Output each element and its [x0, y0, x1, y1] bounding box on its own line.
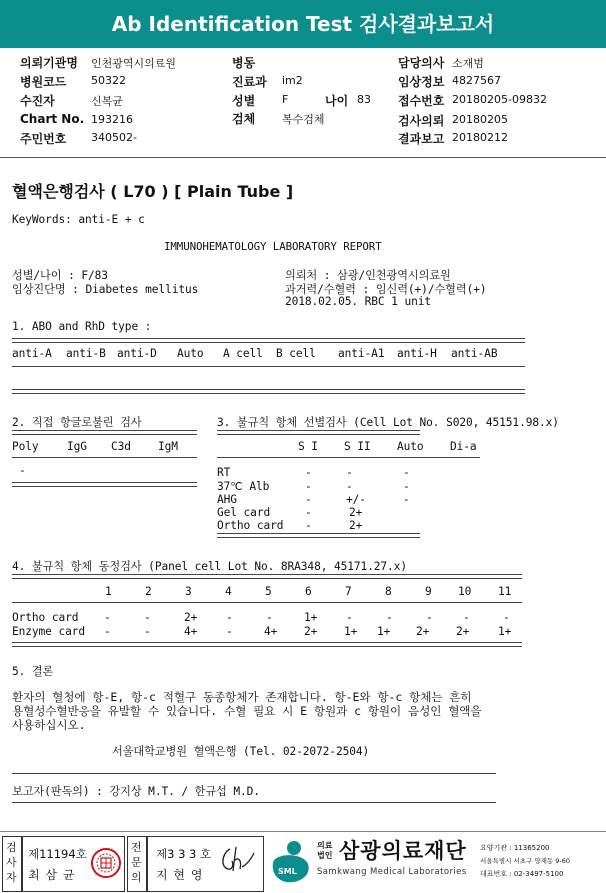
info-value: 20180212: [452, 131, 508, 144]
sec4-cell: -: [386, 611, 393, 624]
sec3-cell: -: [305, 519, 312, 532]
sec4-cell: -: [226, 625, 233, 638]
info-value: 20180205-09832: [452, 93, 547, 106]
sec1-title: 1. ABO and RhD type :: [12, 320, 152, 333]
sec4-header: 3: [185, 585, 192, 598]
sec1-header: A cell: [223, 347, 263, 360]
sec2-header: C3d: [111, 440, 131, 453]
sec4-cell: -: [346, 611, 353, 624]
double-rule: [217, 533, 420, 538]
lab-report-title: IMMUNOHEMATOLOGY LABORATORY REPORT: [164, 240, 382, 253]
sec4-header: 11: [498, 585, 512, 598]
sml-logo-text: SML: [278, 867, 297, 876]
sec4-row-name: Enzyme card: [12, 625, 85, 638]
info-label: 담당의사: [398, 56, 445, 70]
sec4-header: 8: [385, 585, 392, 598]
info-label: 수진자: [20, 94, 55, 108]
info-value: im2: [282, 74, 303, 87]
sec4-cell: 1+: [377, 625, 391, 638]
info-label: 진료과: [232, 75, 267, 89]
sec3-cell: -: [346, 480, 353, 493]
physician-license: 제3 3 3 호: [156, 847, 212, 861]
sec3-cell: -: [305, 506, 312, 519]
specimen-info: 2018.02.05. RBC 1 unit: [285, 295, 431, 308]
sec3-row-name: RT: [217, 466, 231, 479]
sec2-header: IgM: [158, 440, 178, 453]
sec1-header: anti-A: [12, 347, 52, 360]
report-title: Ab Identification Test 검사결과보고서: [111, 12, 495, 36]
info-value: 인천광역시의료원: [91, 57, 177, 70]
technician-name: 최 삼 균: [28, 868, 76, 882]
info-label: Chart No.: [20, 112, 85, 126]
org-name: 삼광의료재단: [339, 839, 467, 863]
info-value: 340502-: [91, 131, 137, 144]
info-label: 주민번호: [20, 132, 67, 146]
info-value: F: [282, 93, 289, 106]
sec4-cell: -: [503, 611, 510, 624]
sec4-cell: -: [266, 611, 273, 624]
sec3-header: Di-a: [450, 440, 477, 453]
sec4-header: 1: [105, 585, 112, 598]
sec4-cell: 4+: [264, 625, 278, 638]
info-label: 병원코드: [20, 75, 67, 89]
sec4-header: 4: [225, 585, 232, 598]
sec4-cell: -: [426, 611, 433, 624]
double-rule: [12, 482, 197, 487]
single-rule: [217, 457, 480, 458]
org-english-name: Samkwang Medical Laboratories: [317, 867, 467, 877]
sec4-cell: -: [144, 611, 151, 624]
sec2-result: -: [19, 464, 26, 477]
seal-stamp-icon: [91, 848, 121, 878]
sec2-header: Poly: [12, 440, 39, 453]
single-rule: [12, 602, 522, 603]
info-label: 결과보고: [398, 132, 445, 146]
sec3-cell: 2+: [349, 519, 363, 532]
info-value: 193216: [91, 113, 133, 126]
info-label: 의뢰기관명: [20, 56, 78, 70]
info-value: 복수검체: [282, 113, 325, 126]
double-rule: [217, 430, 420, 435]
sml-logo-icon: [268, 838, 314, 886]
footer-divider: [0, 831, 606, 832]
sec1-header: anti-A1: [338, 347, 385, 360]
sec4-cell: 4+: [184, 625, 198, 638]
technician-license: 제11194호: [28, 847, 87, 861]
info-value: 50322: [91, 74, 126, 87]
info-divider: [0, 157, 606, 158]
sec3-title: 3. 불규칙 항체 선별검사 (Cell Lot No. S020, 45151.98.x): [217, 416, 559, 429]
sec2-header: IgG: [67, 440, 87, 453]
sec4-cell: 2+: [304, 625, 318, 638]
sec4-header: 6: [305, 585, 312, 598]
conclusion-line: 환자의 혈청에 항-E, 항-c 적혈구 동종항체가 존재합니다. 항-E와 항-c 항체는 흔히: [12, 690, 472, 704]
double-rule: [12, 389, 525, 394]
sec4-cell: -: [226, 611, 233, 624]
sec1-header: Auto: [177, 347, 204, 360]
sec3-row-name: AHG: [217, 493, 237, 506]
info-value: 20180205: [452, 113, 508, 126]
sec4-cell: 2+: [416, 625, 430, 638]
info-value: 소재범: [452, 57, 484, 70]
org-prefix: 의료 법인: [317, 841, 333, 860]
sec3-cell: -: [403, 466, 410, 479]
sec1-header: anti-AB: [451, 347, 498, 360]
info-label: 검체: [232, 112, 256, 126]
sec4-title: 4. 불규칙 항체 동정검사 (Panel cell Lot No. 8RA348, 45171.27.x): [12, 560, 407, 573]
double-rule: [12, 642, 522, 647]
sec3-header: S I: [298, 440, 318, 453]
sec3-header: Auto: [397, 440, 424, 453]
info-label: 접수번호: [398, 94, 445, 108]
sec4-header: 5: [265, 585, 272, 598]
sec4-cell: -: [463, 611, 470, 624]
sec4-cell: -: [144, 625, 151, 638]
double-rule: [12, 430, 197, 435]
sec3-cell: -: [305, 466, 312, 479]
sec3-cell: -: [346, 466, 353, 479]
sec3-cell: -: [305, 480, 312, 493]
conclusion-line: 용혈성수혈반응을 유발할 수 있습니다. 수혈 필요 시 E 항원과 c 항원이 음성인 혈액을: [12, 704, 482, 718]
info-label: 임상정보: [398, 75, 445, 89]
sec3-cell: -: [403, 480, 410, 493]
info-value: 4827567: [452, 74, 501, 87]
sec4-header: 9: [425, 585, 432, 598]
contact-line: 대표번호 : 02-3497-5100: [480, 870, 564, 878]
double-rule: [12, 574, 522, 579]
report-section-title: 혈액은행검사 ( L70 ) [ Plain Tube ]: [12, 182, 294, 201]
sec3-header: S II: [344, 440, 371, 453]
clinical-diagnosis: 임상진단명 : Diabetes mellitus: [12, 283, 199, 296]
technician-label: 검 사 자: [6, 841, 17, 884]
sec3-cell: -: [305, 493, 312, 506]
single-rule: [12, 773, 496, 774]
sec4-cell: -: [104, 611, 111, 624]
sec4-cell: 1+: [344, 625, 358, 638]
requester: 의뢰처 : 삼광/인천광역시의료원: [285, 269, 451, 282]
keywords: KeyWords: anti-E + c: [12, 213, 145, 226]
sec4-header: 10: [458, 585, 472, 598]
sex-age: 성별/나이 : F/83: [12, 269, 108, 282]
info-label: 검사의뢰: [398, 114, 445, 128]
sec4-header: 7: [345, 585, 352, 598]
sec3-cell: -: [403, 493, 410, 506]
sec1-header: anti-H: [397, 347, 437, 360]
sec3-row-name: 37℃ Alb: [217, 480, 270, 493]
sec1-header: anti-D: [117, 347, 157, 360]
sec3-row-name: Gel card: [217, 506, 271, 519]
reporter: 보고자(판독의) : 강지상 M.T. / 한규섭 M.D.: [12, 785, 260, 798]
transfusion-history: 과거력/수혈력 : 임신력(+)/수혈력(+): [285, 283, 487, 296]
info-label: 병동: [232, 56, 256, 70]
single-rule: [12, 457, 197, 458]
signature-icon: [218, 843, 258, 877]
physician-name: 지 현 영: [156, 868, 204, 882]
sec2-title: 2. 직접 항글로불린 검사: [12, 416, 142, 429]
physician-label: 전 문 의: [131, 841, 142, 884]
info-label-age: 나이: [325, 94, 349, 108]
sec1-header: B cell: [276, 347, 316, 360]
sec3-cell: +/-: [346, 493, 366, 506]
sec4-header: 2: [145, 585, 152, 598]
blood-bank-contact: 서울대학교병원 혈액은행 (Tel. 02-2072-2504): [112, 745, 370, 758]
sec1-header: anti-B: [66, 347, 106, 360]
contact-line: 서울특별시 서초구 양재동 9-60: [480, 857, 571, 865]
sec3-row-name: Ortho card: [217, 519, 284, 532]
sec4-cell: 1+: [498, 625, 512, 638]
info-label: 성별: [232, 94, 256, 108]
sec4-cell: 2+: [184, 611, 198, 624]
sec3-cell: 2+: [349, 506, 363, 519]
sec4-row-name: Ortho card: [12, 611, 79, 624]
contact-line: 요양기관 : 11365200: [480, 844, 550, 852]
single-rule: [12, 366, 525, 367]
double-rule: [12, 338, 525, 343]
sec4-cell: 2+: [456, 625, 470, 638]
conclusion-line: 사용하십시오.: [12, 718, 86, 732]
sec5-title: 5. 결론: [12, 665, 54, 678]
info-value: 신복균: [91, 95, 123, 108]
sec4-cell: 1+: [304, 611, 318, 624]
sec4-cell: -: [104, 625, 111, 638]
info-value-age: 83: [357, 93, 371, 106]
single-rule: [12, 802, 496, 803]
